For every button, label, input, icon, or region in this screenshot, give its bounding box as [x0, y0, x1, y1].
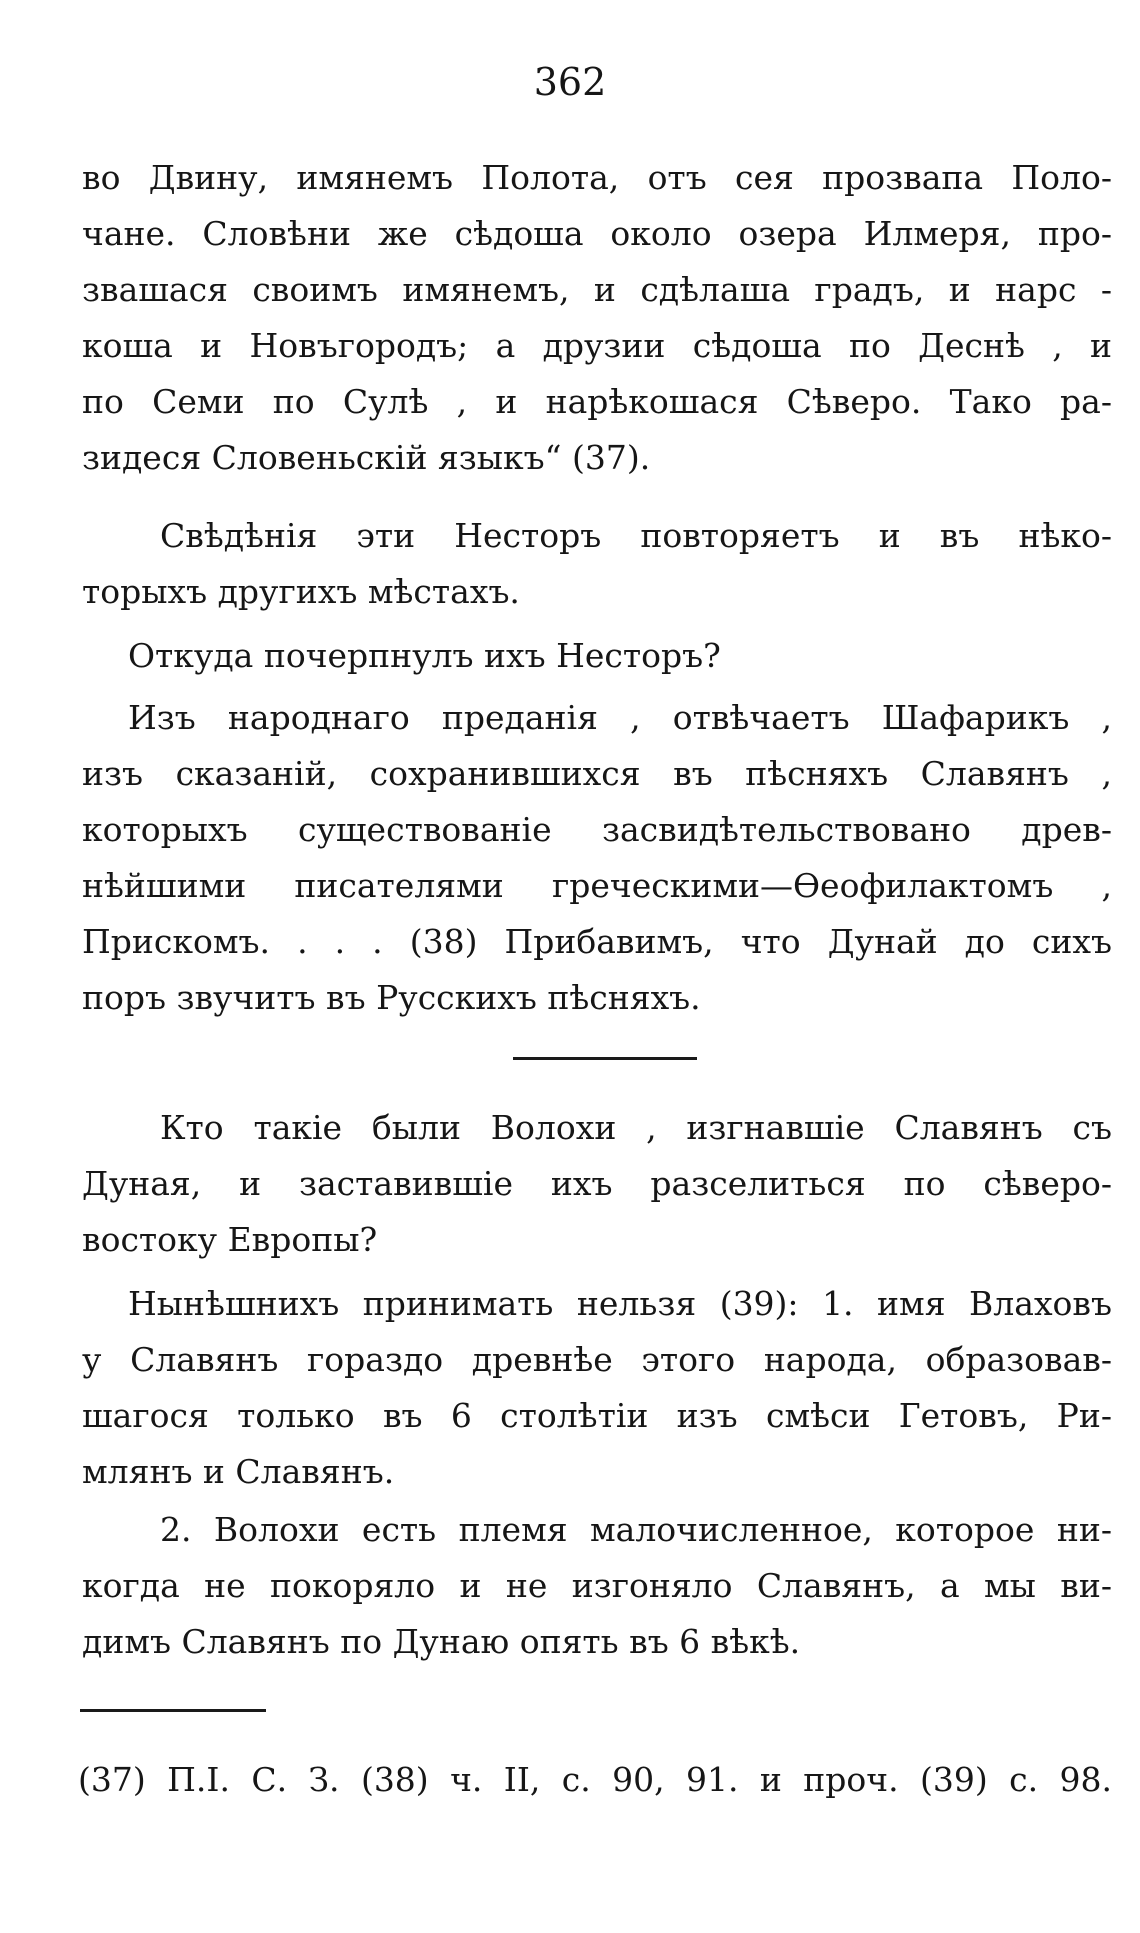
text-line: Нынѣшнихъ принимать нельзя (39): 1. имя Влаховъ	[128, 1284, 1112, 1323]
page-number: 362	[533, 60, 607, 104]
text-line: Откуда почерпнулъ ихъ Несторъ?	[128, 636, 721, 675]
footnote-divider	[80, 1709, 266, 1712]
text-line: торыхъ другихъ мѣстахъ.	[82, 572, 520, 611]
text-line: шагося только въ 6 столѣтіи изъ смѣси Гетовъ, Ри-	[82, 1396, 1112, 1435]
paragraph-shafarik-answer	[82, 690, 1112, 1026]
paragraph-nestor-repeats	[82, 508, 1112, 620]
text-line: звашася своимъ имянемъ, и сдѣлаша градъ, и нарс -	[82, 270, 1112, 309]
text-line: которыхъ существованіе засвидѣтельствовано древ-	[82, 810, 1112, 849]
text-line: Прискомъ. . . . (38) Прибавимъ, что Дунай до сихъ	[82, 922, 1112, 961]
paragraph-quote-continuation	[82, 150, 1112, 486]
text-line: изъ сказаній, сохранившихся въ пѣсняхъ Славянъ ,	[82, 754, 1112, 793]
text-line: Свѣдѣнія эти Несторъ повторяетъ и въ нѣко-	[160, 516, 1112, 555]
text-line: Изъ народнаго преданія , отвѣчаетъ Шафарикъ ,	[128, 698, 1112, 737]
paragraph-point-two	[82, 1502, 1112, 1670]
text-line: димъ Славянъ по Дунаю опять въ 6 вѣкѣ.	[82, 1622, 801, 1661]
text-line: поръ звучитъ въ Русскихъ пѣсняхъ.	[82, 978, 701, 1017]
section-divider	[513, 1057, 697, 1060]
text-line: востоку Европы?	[82, 1220, 378, 1259]
paragraph-question-source	[82, 628, 1112, 684]
text-line: Дуная, и заставившіе ихъ разселиться по сѣверо-	[82, 1164, 1112, 1203]
footnotes: (37) П.І. С. З. (38) ч. II, с. 90, 91. и проч. (39) с. 98.	[78, 1760, 1112, 1799]
text-line: 2. Волохи есть племя малочисленное, которое ни-	[160, 1510, 1112, 1549]
paragraph-point-one	[82, 1276, 1112, 1500]
text-line: во Двину, имянемъ Полота, отъ сея прозвапа Поло-	[82, 158, 1112, 197]
text-line: нѣйшими писателями греческими—Өеофилактомъ ,	[82, 866, 1112, 905]
text-line: млянъ и Славянъ.	[82, 1452, 395, 1491]
text-line: коша и Новъгородъ; а друзии сѣдоша по Деснѣ , и	[82, 326, 1112, 365]
text-line: чане. Словѣни же сѣдоша около озера Илмеря, про-	[82, 214, 1112, 253]
text-line: по Семи по Сулѣ , и нарѣкошася Сѣверо. Тако ра-	[82, 382, 1112, 421]
paragraph-question-volokhi	[82, 1100, 1112, 1268]
text-line: зидеся Словеньскій языкъ“ (37).	[82, 438, 651, 477]
text-line: Кто такіе были Волохи , изгнавшіе Славянъ съ	[160, 1108, 1112, 1147]
text-line: у Славянъ гораздо древнѣе этого народа, образовав-	[82, 1340, 1112, 1379]
text-line: когда не покоряло и не изгоняло Славянъ, а мы ви-	[82, 1566, 1112, 1605]
